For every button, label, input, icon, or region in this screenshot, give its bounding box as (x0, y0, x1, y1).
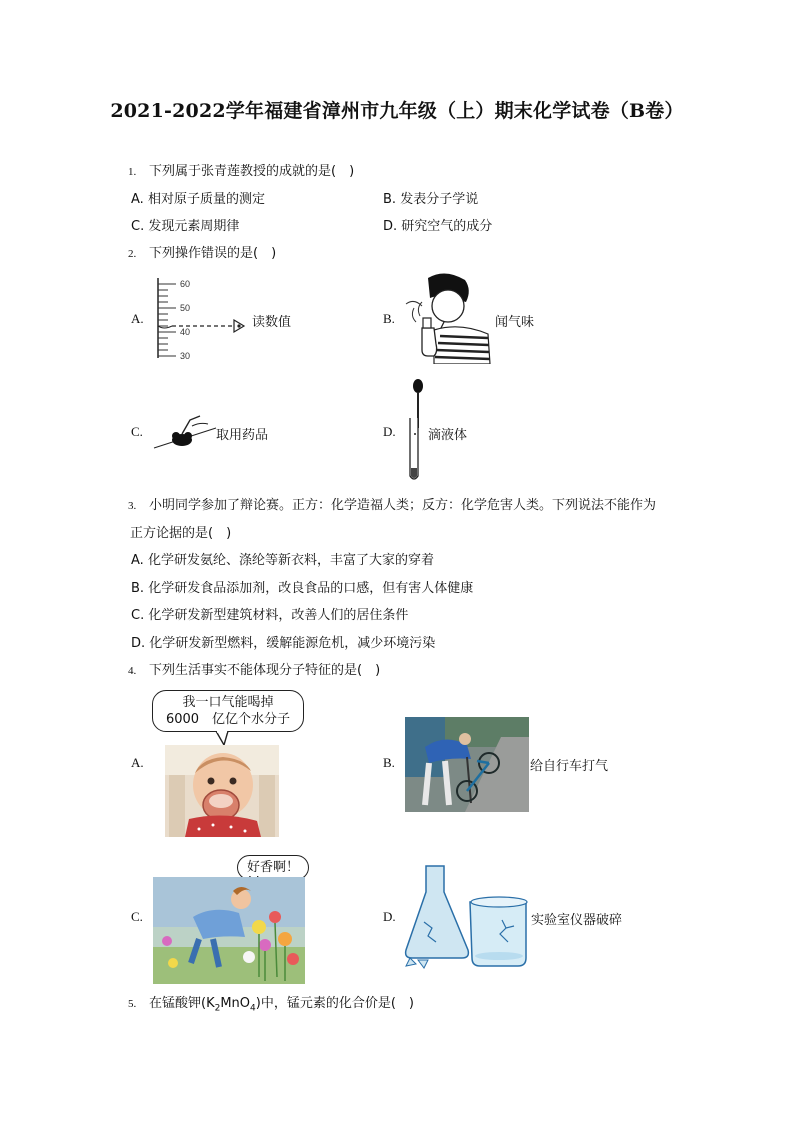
q5-stem-post: )中，锰元素的化合价是( ) (255, 996, 414, 1011)
q3-option-c (131, 607, 408, 625)
exam-title: 2021-2022学年福建省漳州市九年级（上）期末化学试卷（B卷） (110, 100, 684, 122)
tick-label-40: 40 (180, 327, 191, 337)
option-letter: D. (383, 219, 398, 234)
q4-number: 4. (128, 665, 137, 677)
q3-option-a (131, 552, 434, 570)
q2-number: 2. (128, 248, 137, 260)
q1-option-d (383, 218, 492, 236)
q4-option-d-letter: D. (383, 909, 396, 924)
q3-option-d (131, 635, 435, 653)
bubble-line-1: 我一口气能喝掉 (182, 695, 274, 710)
broken-glassware-figure (404, 862, 532, 970)
q3-stem-line2: 正方论据的是( ) (130, 526, 232, 541)
option-letter: A. (131, 553, 144, 568)
speech-bubble-c: 好香啊！ (237, 855, 309, 880)
bubble-line-2: 6000 亿亿个水分子 (165, 712, 291, 727)
option-letter: A. (131, 192, 144, 207)
bicycle-pump-photo (405, 717, 529, 812)
tick-label-60: 60 (180, 279, 191, 289)
option-text: 化学研发食品添加剂，改良食品的口感，但有害人体健康 (148, 581, 474, 596)
q5-number: 5. (128, 998, 137, 1010)
option-text: 发表分子学说 (400, 192, 479, 207)
option-text: 相对原子质量的测定 (147, 192, 265, 207)
child-flowers-photo (153, 877, 305, 984)
option-letter: C. (131, 219, 145, 234)
q2-option-d-label: 滴液体 (428, 428, 468, 443)
q1-number: 1. (128, 166, 137, 178)
q5-stem (149, 995, 414, 1018)
tick-label-30: 30 (180, 351, 191, 360)
q2-option-d-letter: D. (383, 424, 396, 439)
q2-stem: 下列操作错误的是( ) (149, 246, 277, 261)
q5-subscript-2: 4 (250, 1003, 256, 1014)
q4-option-d-label: 实验室仪器破碎 (531, 913, 623, 928)
q2-option-a-label: 读数值 (252, 315, 292, 330)
option-text: 发现元素周期律 (148, 219, 240, 234)
cylinder-reading-figure (150, 276, 250, 360)
q4-stem: 下列生活事实不能体现分子特征的是( ) (149, 663, 381, 678)
tick-label-50: 50 (180, 303, 191, 313)
q4-option-b-label: 给自行车打气 (530, 759, 609, 774)
q3-stem-line1: 小明同学参加了辩论赛。正方：化学造福人类；反方：化学危害人类。下列说法不能作为 (149, 498, 657, 513)
q2-option-b-letter: B. (383, 311, 395, 326)
q4-option-a-letter: A. (131, 755, 144, 770)
q2-option-b-label: 闻气味 (495, 315, 535, 330)
option-text: 研究空气的成分 (401, 219, 493, 234)
option-letter: B. (131, 581, 145, 596)
q4-option-b-letter: B. (383, 755, 395, 770)
q5-subscript-1: 2 (214, 1003, 221, 1014)
take-chemicals-figure (152, 412, 218, 452)
option-letter: D. (131, 636, 146, 651)
q1-option-b (383, 191, 478, 209)
option-text: 化学研发氨纶、涤纶等新衣料，丰富了大家的穿着 (147, 553, 434, 568)
speech-bubble-a (152, 690, 304, 732)
option-letter: C. (131, 608, 145, 623)
option-text: 化学研发新型燃料，缓解能源危机，减少环境污染 (149, 636, 436, 651)
q2-option-c-letter: C. (131, 424, 143, 439)
smelling-figure (400, 268, 495, 364)
q1-stem: 下列属于张青莲教授的成就的是( ) (149, 164, 355, 179)
q1-option-a (131, 191, 265, 209)
q5-stem-pre: 在锰酸钾(K (149, 996, 215, 1011)
q2-option-c-label: 取用药品 (216, 428, 269, 443)
q3-number: 3. (128, 500, 137, 512)
q1-option-c (131, 218, 239, 236)
q3-option-b (131, 580, 473, 598)
q5-stem-mid: MnO (220, 996, 251, 1011)
option-text: 化学研发新型建筑材料，改善人们的居住条件 (148, 608, 409, 623)
baby-drinking-photo (165, 745, 279, 837)
option-letter: B. (383, 192, 397, 207)
dropper-test-tube-figure (402, 378, 426, 484)
q4-option-c-letter: C. (131, 909, 143, 924)
q2-option-a-letter: A. (131, 311, 144, 326)
